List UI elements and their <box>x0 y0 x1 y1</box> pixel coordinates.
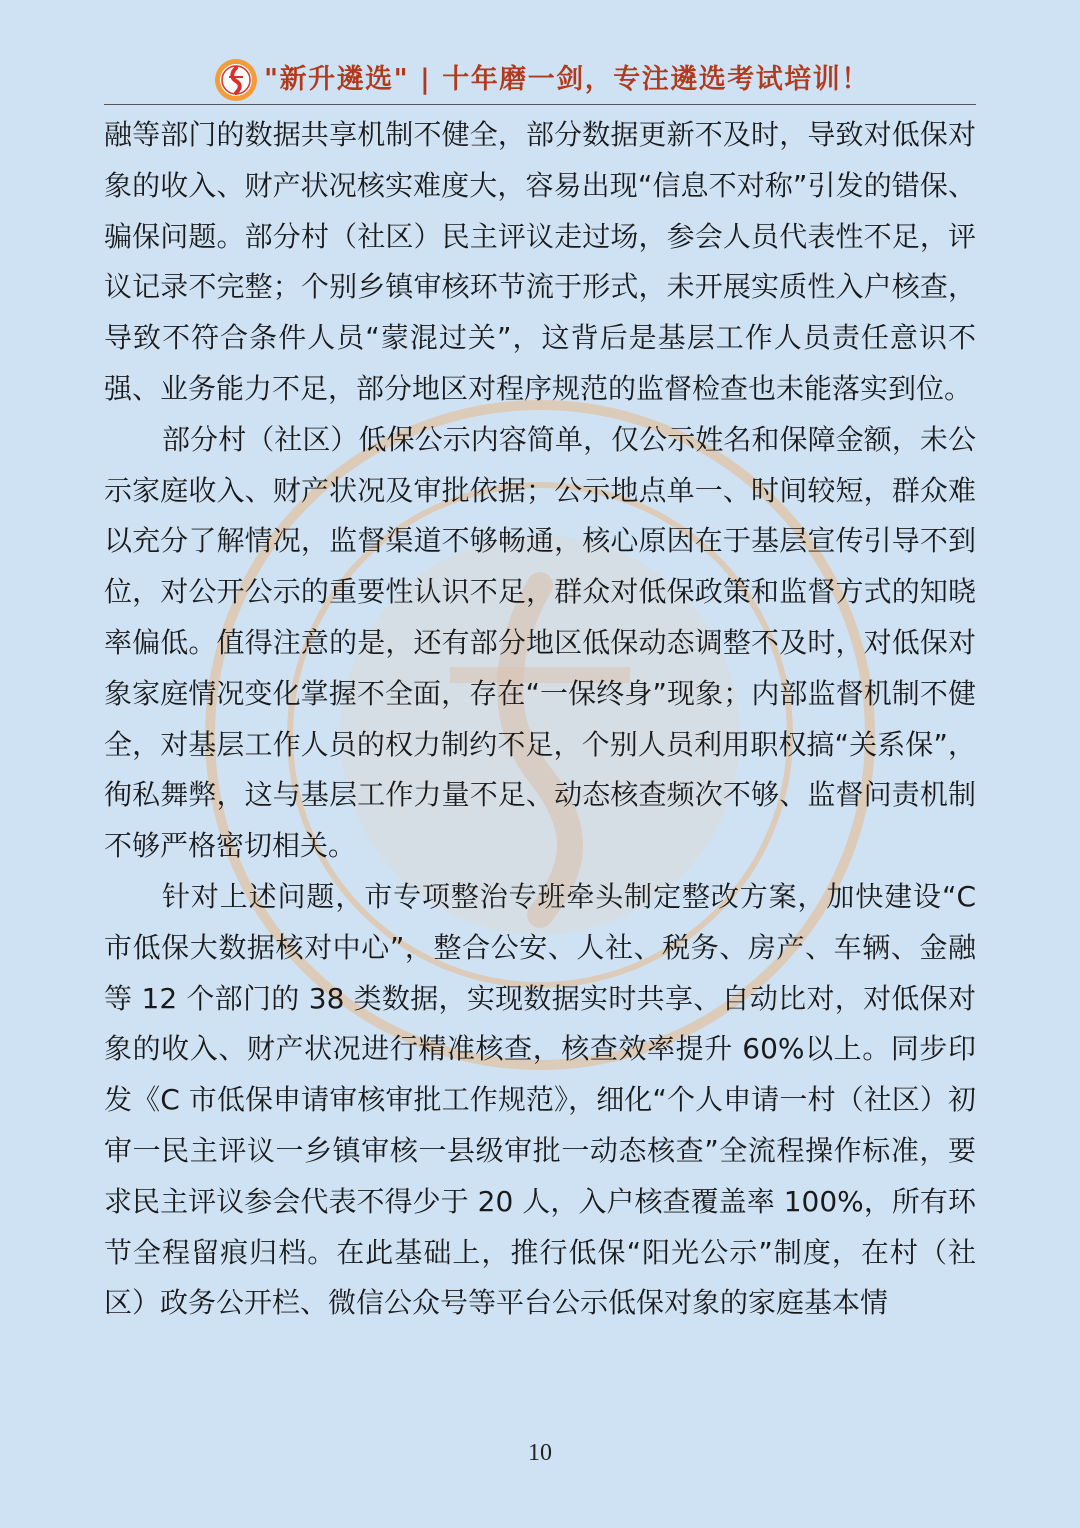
page-number: 10 <box>528 1440 552 1466</box>
header-divider <box>104 104 976 105</box>
body-paragraph-1: 融等部门的数据共享机制不健全，部分数据更新不及时，导致对低保对象的收入、财产状况核实难度大，容易出现“信息不对称”引发的错保、骗保问题。部分村（社区）民主评议走过场，参会人员代表性不足，评议记录不完整；个别乡镇审核环节流于形式，未开展实质性入户核查，导致不符合条件人员“蒙混过关”，这背后是基层工作人员责任意识不强、业务能力不足，部分地区对程序规范的监督检查也未能落实到位。 <box>104 118 976 405</box>
header-slogan: "新升遴选" | 十年磨一剑，专注遴选考试培训！ <box>264 64 870 95</box>
document-body <box>104 110 976 1329</box>
body-paragraph-3: 针对上述问题，市专项整治专班牵头制定整改方案，加快建设“C市低保大数据核对中心”，整合公安、人社、税务、房产、车辆、金融等 12 个部门的 38 类数据，实现数据实时共享、自动比对，对低保对象的收入、财产状况进行精准核查，核查效率提升 60%以上。同步印发《C 市低保申请审核审批工作规范》，细化“个人申请一村（社区）初审一民主评议一乡镇审核一县级审批一动态核查”全流程操作标准，要求民主评议参会代表不得少于 20 人，入户核查覆盖率 100%，所有环节全程留痕归档。在此基础上，推行低保“阳光公示”制度，在村（社区）政务公开栏、微信公众号等平台公示低保对象的家庭基本情 <box>104 879 976 1320</box>
logo-icon <box>214 58 258 102</box>
page-header <box>104 58 976 104</box>
body-paragraph-2: 部分村（社区）低保公示内容简单，仅公示姓名和保障金额，未公示家庭收入、财产状况及审批依据；公示地点单一、时间较短，群众难以充分了解情况，监督渠道不够畅通，核心原因在于基层宣传引导不到位，对公开公示的重要性认识不足，群众对低保政策和监督方式的知晓率偏低。值得注意的是，还有部分地区低保动态调整不及时，对低保对象家庭情况变化掌握不全面，存在“一保终身”现象；内部监督机制不健全，对基层工作人员的权力制约不足，个别人员利用职权搞“关系保”，徇私舞弊，这与基层工作力量不足、动态核查频次不够、监督问责机制不够严格密切相关。 <box>104 422 976 863</box>
